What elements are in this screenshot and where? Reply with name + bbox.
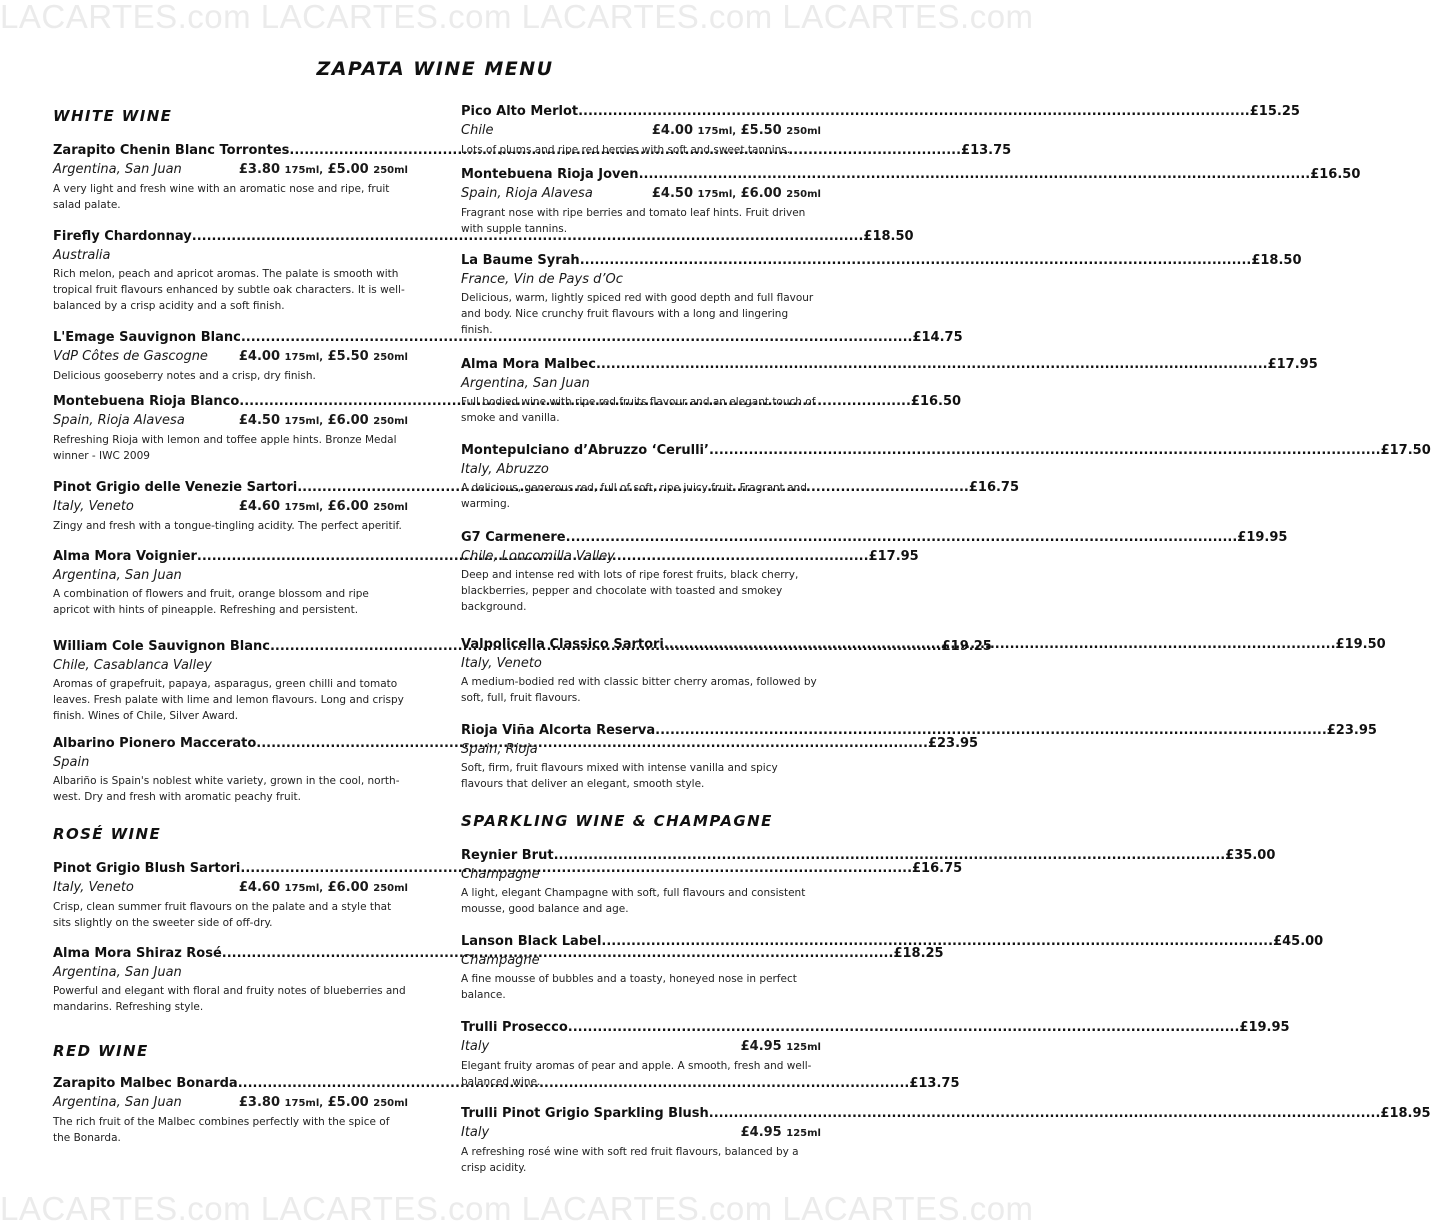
wine-subline <box>461 460 821 479</box>
wine-subline <box>53 246 408 265</box>
leader-dots <box>709 441 1381 460</box>
wine-origin: Spain, Rioja Alavesa <box>461 186 593 201</box>
wine-price: £15.25 <box>1249 104 1300 119</box>
wine-item <box>461 1104 1431 1176</box>
wine-name: L'Emage Sauvignon Blanc <box>53 330 241 345</box>
wine-header <box>461 355 1318 374</box>
wine-item <box>461 721 1377 792</box>
menu-title: ZAPATA WINE MENU <box>316 58 554 80</box>
wine-header <box>461 1018 1290 1037</box>
wine-description: A refreshing rosé wine with soft red fruit flavours, balanced by a crisp acidity. <box>461 1146 799 1174</box>
wine-origin: Italy <box>461 1125 490 1140</box>
section-sparkling-wine: SPARKLING WINE & CHAMPAGNE <box>461 812 773 830</box>
wine-origin: Italy <box>461 1039 490 1054</box>
wine-header <box>461 721 1377 740</box>
wine-description: A combination of flowers and fruit, orange blossom and ripe apricot with hints of pineapple. Refreshing and persistent. <box>53 588 369 616</box>
wine-subline <box>53 753 408 772</box>
wine-origin: Australia <box>53 248 111 263</box>
wine-description: Fragrant nose with ripe berries and tomato leaf hints. Fruit driven with supple tannins. <box>461 207 806 235</box>
wine-header <box>461 441 1431 460</box>
wine-origin: France, Vin de Pays d’Oc <box>461 272 623 287</box>
watermark-top: LACARTES.com LACARTES.com LACARTES.com LACARTES.com <box>0 0 1034 35</box>
wine-name: Montepulciano d’Abruzzo ‘Cerulli’ <box>461 443 709 458</box>
wine-header <box>461 932 1324 951</box>
leader-dots <box>578 102 1250 121</box>
leader-dots <box>566 528 1238 547</box>
wine-subline <box>461 1123 821 1143</box>
wine-origin: Spain <box>53 755 90 770</box>
wine-price: £19.95 <box>1237 530 1288 545</box>
wine-subline <box>461 374 821 393</box>
glass-prices <box>652 121 821 141</box>
glass-size: 250ml <box>786 189 821 200</box>
glass-price: £4.00 <box>238 349 281 364</box>
wine-price: £13.75 <box>961 143 1012 158</box>
leader-dots <box>639 165 1311 184</box>
wine-header <box>461 102 1300 121</box>
wine-description: Lots of plums and ripe red berries with soft and sweet tannins. <box>461 144 791 156</box>
wine-price: £17.95 <box>868 549 919 564</box>
glass-prices <box>741 1123 821 1143</box>
section-rose-wine: ROSÉ WINE <box>53 825 162 843</box>
glass-prices <box>239 497 408 517</box>
glass-price: £4.00 <box>651 123 694 138</box>
wine-name: Firefly Chardonnay <box>53 229 192 244</box>
wine-description: The rich fruit of the Malbec combines perfectly with the spice of the Bonarda. <box>53 1116 390 1144</box>
wine-subline <box>53 1093 408 1113</box>
wine-price: £16.50 <box>1310 167 1361 182</box>
wine-header <box>461 251 1302 270</box>
glass-size: 175ml, <box>284 502 324 513</box>
wine-subline <box>461 951 821 970</box>
wine-name: Zarapito Chenin Blanc Torrontes <box>53 143 290 158</box>
wine-price: £18.50 <box>863 229 914 244</box>
wine-price: £23.95 <box>1326 723 1377 738</box>
wine-name: Albarino Pionero Maccerato <box>53 736 257 751</box>
glass-price: £6.00 <box>327 880 369 895</box>
glass-size: 250ml <box>373 416 408 427</box>
glass-price: £3.80 <box>238 1095 281 1110</box>
glass-size: 250ml <box>373 883 408 894</box>
wine-description: Soft, firm, fruit flavours mixed with intense vanilla and spicy flavours that deliver an elegant, smooth style. <box>461 762 778 790</box>
wine-description: Zingy and fresh with a tongue-tingling acidity. The perfect aperitif. <box>53 520 402 532</box>
leader-dots <box>655 721 1327 740</box>
glass-size: 175ml, <box>284 1098 324 1109</box>
leader-dots <box>580 251 1252 270</box>
glass-prices <box>239 878 408 898</box>
glass-size: 175ml, <box>284 883 324 894</box>
leader-dots <box>709 1104 1381 1123</box>
wine-name: Alma Mora Shiraz Rosé <box>53 946 222 961</box>
section-red-wine: RED WINE <box>53 1042 149 1060</box>
glass-size: 175ml, <box>697 189 737 200</box>
glass-size: 250ml <box>373 502 408 513</box>
glass-price: £4.60 <box>238 499 281 514</box>
wine-origin: Chile, Loncomilla Valley <box>461 549 615 564</box>
glass-prices <box>239 347 408 367</box>
wine-subline <box>461 865 821 884</box>
glass-prices <box>239 1093 408 1113</box>
wine-origin: Chile <box>461 123 494 138</box>
glass-size: 125ml <box>786 1128 821 1139</box>
wine-price: £23.95 <box>927 736 979 751</box>
wine-origin: Argentina, San Juan <box>53 1095 182 1110</box>
glass-size: 250ml <box>373 1098 408 1109</box>
wine-subline <box>461 547 821 566</box>
wine-subline <box>461 654 821 673</box>
wine-name: La Baume Syrah <box>461 253 580 268</box>
wine-description: A delicious, generous red, full of soft, ripe juicy fruit. Fragrant and warming. <box>461 482 807 510</box>
wine-name: Pinot Grigio Blush Sartori <box>53 861 241 876</box>
wine-subline <box>461 270 821 289</box>
wine-price: £14.75 <box>912 330 963 345</box>
glass-price: £4.60 <box>238 880 281 895</box>
wine-subline <box>53 160 408 180</box>
wine-subline <box>461 184 821 204</box>
wine-origin: Italy, Abruzzo <box>461 462 549 477</box>
wine-description: Deep and intense red with lots of ripe forest fruits, black cherry, blackberries, pepper and chocolate with toasted and smokey background. <box>461 569 799 613</box>
wine-subline <box>53 878 408 898</box>
wine-description: Delicious, warm, lightly spiced red with good depth and full flavour and body. Nice crunchy fruit flavours with a long and lingering finish. <box>461 292 814 336</box>
wine-description: Delicious gooseberry notes and a crisp, dry finish. <box>53 370 316 382</box>
glass-price: £5.00 <box>327 162 369 177</box>
wine-origin: Argentina, San Juan <box>53 568 182 583</box>
wine-origin: Argentina, San Juan <box>53 162 182 177</box>
glass-size: 125ml <box>786 1042 821 1053</box>
watermark-bottom: LACARTES.com LACARTES.com LACARTES.com LACARTES.com <box>0 1190 1034 1227</box>
wine-name: William Cole Sauvignon Blanc <box>53 639 270 654</box>
wine-header <box>461 1104 1431 1123</box>
wine-origin: Argentina, San Juan <box>53 965 182 980</box>
leader-dots <box>664 635 1336 654</box>
section-white-wine: WHITE WINE <box>53 107 173 125</box>
wine-origin: Italy, Veneto <box>53 880 134 895</box>
wine-description: A fine mousse of bubbles and a toasty, honeyed nose in perfect balance. <box>461 973 797 1001</box>
glass-prices <box>741 1037 821 1057</box>
glass-price: £4.95 <box>740 1039 782 1054</box>
glass-price: £4.50 <box>238 413 281 428</box>
wine-header <box>461 165 1361 184</box>
wine-price: £16.50 <box>910 394 962 409</box>
wine-origin: VdP Côtes de Gascogne <box>53 349 208 364</box>
wine-origin: Champagne <box>461 867 540 882</box>
wine-name: Rioja Viña Alcorta Reserva <box>461 723 656 738</box>
wine-origin: Spain, Rioja <box>461 742 538 757</box>
wine-price: £17.95 <box>1267 357 1318 372</box>
wine-name: Trulli Pinot Grigio Sparkling Blush <box>461 1106 709 1121</box>
wine-price: £16.75 <box>912 861 963 876</box>
wine-header <box>461 528 1288 547</box>
leader-dots <box>568 1018 1240 1037</box>
glass-price: £5.50 <box>327 349 369 364</box>
wine-name: G7 Carmenere <box>461 530 566 545</box>
wine-description: Full bodied wine with ripe red fruits flavour and an elegant touch of smoke and vanilla. <box>461 396 816 424</box>
wine-subline <box>53 566 408 585</box>
wine-description: A very light and fresh wine with an aromatic nose and ripe, fruit salad palate. <box>53 183 390 211</box>
glass-price: £6.00 <box>327 499 369 514</box>
wine-description: Powerful and elegant with floral and fruity notes of blueberries and mandarins. Refreshing style. <box>53 985 406 1013</box>
wine-name: Reynier Brut <box>461 848 554 863</box>
glass-size: 175ml, <box>284 416 324 427</box>
wine-header <box>53 328 963 347</box>
wine-description: Aromas of grapefruit, papaya, asparagus, green chilli and tomato leaves. Fresh palate with lime and lemon flavours. Long and crispy finish. Wines of Chile, Silver Award. <box>53 678 404 722</box>
wine-price: £19.95 <box>1239 1020 1290 1035</box>
wine-subline <box>461 121 821 141</box>
wine-description: Elegant fruity aromas of pear and apple. A smooth, fresh and well-balanced wine. <box>461 1060 812 1088</box>
glass-price: £6.00 <box>740 186 782 201</box>
leader-dots <box>554 846 1226 865</box>
leader-dots <box>596 355 1268 374</box>
wine-price: £13.75 <box>909 1076 960 1091</box>
wine-origin: Champagne <box>461 953 540 968</box>
wine-name: Zarapito Malbec Bonarda <box>53 1076 238 1091</box>
wine-price: £16.75 <box>968 480 1020 495</box>
wine-description: A medium-bodied red with classic bitter cherry aromas, followed by soft, full, fruit flavours. <box>461 676 817 704</box>
wine-price: £17.50 <box>1380 443 1431 458</box>
glass-prices <box>239 160 408 180</box>
wine-origin: Argentina, San Juan <box>461 376 590 391</box>
wine-description: Refreshing Rioja with lemon and toffee apple hints. Bronze Medal winner - IWC 2009 <box>53 434 397 462</box>
wine-name: Alma Mora Voignier <box>53 549 197 564</box>
wine-name: Pico Alto Merlot <box>461 104 579 119</box>
wine-description: Crisp, clean summer fruit flavours on the palate and a style that sits slightly on the sweeter side of off-dry. <box>53 901 392 929</box>
wine-header <box>53 227 914 246</box>
wine-price: £18.95 <box>1380 1106 1431 1121</box>
glass-size: 250ml <box>786 126 821 137</box>
glass-size: 250ml <box>373 352 408 363</box>
wine-description: Rich melon, peach and apricot aromas. The palate is smooth with tropical fruit flavours enhanced by subtle oak characters. It is well-balanced by a crisp acidity and a soft finish. <box>53 268 405 312</box>
wine-name: Alma Mora Malbec <box>461 357 596 372</box>
wine-subline <box>53 347 408 367</box>
wine-origin: Chile, Casablanca Valley <box>53 658 212 673</box>
wine-subline <box>461 740 821 759</box>
glass-price: £5.00 <box>327 1095 369 1110</box>
wine-header <box>461 846 1276 865</box>
wine-price: £19.50 <box>1335 637 1386 652</box>
wine-price: £18.25 <box>893 946 944 961</box>
glass-size: 250ml <box>373 165 408 176</box>
glass-size: 175ml, <box>697 126 737 137</box>
wine-price: £45.00 <box>1273 934 1324 949</box>
glass-price: £4.50 <box>651 186 694 201</box>
wine-origin: Italy, Veneto <box>461 656 542 671</box>
wine-subline <box>53 497 408 517</box>
wine-name: Trulli Prosecco <box>461 1020 568 1035</box>
glass-price: £6.00 <box>327 413 369 428</box>
glass-prices <box>652 184 821 204</box>
glass-prices <box>239 411 408 431</box>
wine-name: Montebuena Rioja Joven <box>461 167 639 182</box>
leader-dots <box>601 932 1273 951</box>
wine-price: £35.00 <box>1225 848 1276 863</box>
wine-subline <box>53 963 408 982</box>
glass-size: 175ml, <box>284 165 324 176</box>
wine-subline <box>53 411 408 431</box>
wine-name: Pinot Grigio delle Venezie Sartori <box>53 480 298 495</box>
wine-price: £19.25 <box>941 639 992 654</box>
glass-size: 175ml, <box>284 352 324 363</box>
wine-subline <box>461 1037 821 1057</box>
wine-description: A light, elegant Champagne with soft, full flavours and consistent mousse, good balance and age. <box>461 887 806 915</box>
wine-name: Lanson Black Label <box>461 934 602 949</box>
glass-price: £4.95 <box>740 1125 782 1140</box>
wine-name: Valpolicella Classico Sartori <box>461 637 664 652</box>
wine-price: £18.50 <box>1251 253 1302 268</box>
wine-description: Albariño is Spain's noblest white variety, grown in the cool, north-west. Dry and fresh with aromatic peachy fruit. <box>53 775 400 803</box>
wine-origin: Spain, Rioja Alavesa <box>53 413 185 428</box>
glass-price: £3.80 <box>238 162 281 177</box>
wine-origin: Italy, Veneto <box>53 499 134 514</box>
glass-price: £5.50 <box>740 123 782 138</box>
wine-subline <box>53 656 408 675</box>
wine-name: Montebuena Rioja Blanco <box>53 394 240 409</box>
